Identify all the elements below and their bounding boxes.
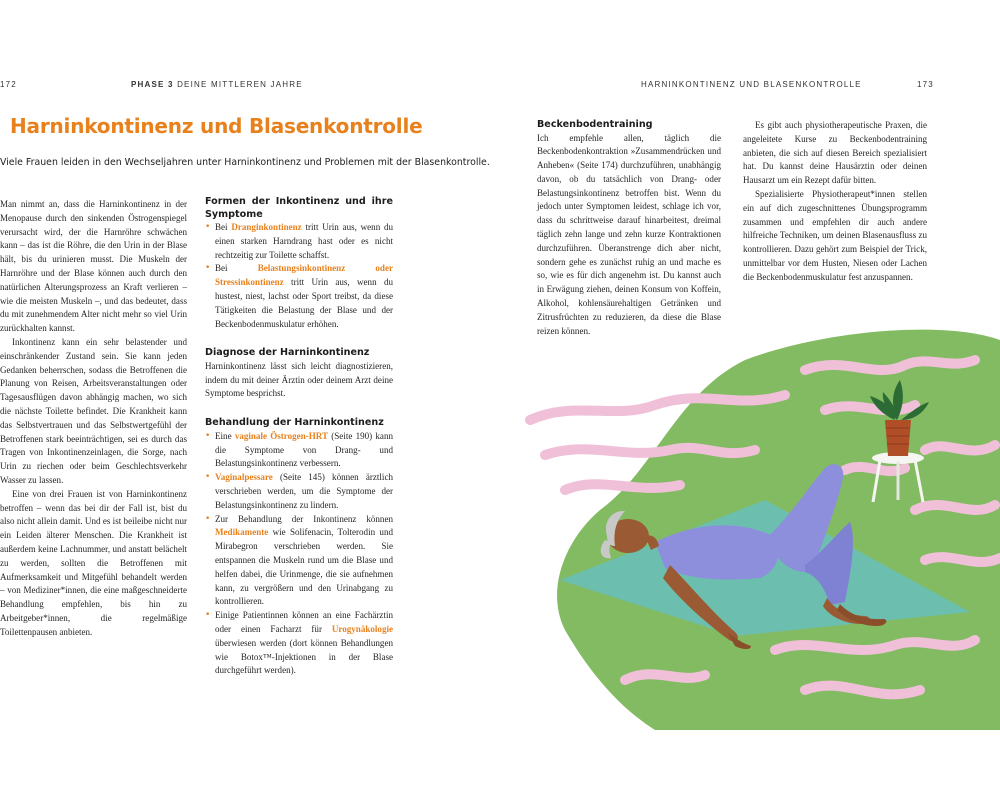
section-heading-diagnose: Diagnose der Harninkontinenz: [205, 347, 370, 359]
paragraph: Es gibt auch physiotherapeutische Praxen, die angeleitete Kurse zu Beckenbodentraining anbieten, die sich auf diesen Bereich spezialisiert hat. Du kannst deine Hausärztin oder deinen Hausarzt um ein Rezept dafür bitten.: [743, 120, 927, 186]
paragraph: Eine von drei Frauen ist von Harninkontinenz betroffen – wenn das bei dir der Fall ist, bist du also nicht allein damit. Und es ist beileibe nicht nur ein Leiden älterer Menschen. Die Krankheit ist außerdem keine Lachnummer, und anstatt belächelt zu werden, sollten die Betroffenen mit Aufmerksamkeit und Mitgefühl behandelt werden – von Mediziner*innen, die eine maßgeschneiderte Behandlung empfehlen, bis hin zu Arbeitgeber*innen, die regelmäßige Toilettenpausen anbieten.: [0, 488, 187, 637]
section-heading-beckenboden: Beckenbodentraining: [537, 119, 653, 130]
highlight-term: Dranginkontinenz: [231, 222, 302, 232]
page-title: Harninkontinenz und Blasenkontrolle: [10, 114, 423, 138]
highlight-term: vaginale Östrogen-HRT: [234, 430, 329, 441]
highlight-term: Belastungsinkontinenz oder Stressinkontinenz: [215, 263, 393, 288]
list-item: • Zur Behandlung der Inkontinenz können Medikamente wie Solifenacin, Tolterodin und Mirabegron verschrieben werden. Sie entspannen die Muskeln rund um die Blase und helfen dabei, die Urinmenge, die sie aufnehmen kann, zu vergrößern und den Urinabgang zu kontrollieren.: [205, 513, 393, 610]
column-3: [537, 119, 721, 338]
formen-list: [205, 221, 393, 331]
list-item: • Bei Belastungsinkontinenz oder Stressinkontinenz tritt Urin aus, wenn du hustest, niest, lachst oder Sport treibst, da diese Tätigkeiten die Belastung der Blase und der Beckenbodenmuskulatur erhöhen.: [205, 262, 393, 331]
highlight-term: Urogynäkologie: [331, 623, 393, 634]
paragraph: Ich empfehle allen, täglich die Beckenbodenkontraktion »Zusammendrücken und Anheben« (Seite 174) durchzuführen, unabhängig davon, ob du tatsächlich von Drang- oder Belastungsinkontinenz betroffen bist. Wenn du jedoch unter Symptomen leidest, schlage ich vor, dass du schrittweise darauf hinarbeitest, dreimal täglich zehn lange und zehn kurze Kontraktionen durchzuführen. Überanstrenge dich aber nicht, sondern gehe es zunächst ruhig an und mache es so, wie es für dich angenehm ist. Du kannst auch in Erwägung ziehen, deinen Konsum von Koffein, Alkohol, kohlensäurehaltigen Getränken und Zitrusfrüchten zu reduzieren, da diese die Blase reizen können.: [537, 132, 721, 336]
plant-pot: [885, 420, 911, 456]
left-running-head: [131, 80, 303, 89]
section-heading-behandlung: Behandlung der Harninkontinenz: [205, 417, 384, 429]
behandlung-list: [205, 430, 393, 678]
exercise-illustration: [505, 310, 1000, 730]
highlight-term: Medikamente: [215, 527, 269, 538]
left-folio: 172: [0, 80, 17, 89]
section-heading-formen: Formen der Inkontinenz und ihre Symptome: [205, 196, 393, 220]
paragraph: Spezialisierte Physiotherapeut*innen stellen ein auf dich zugeschnittenes Übungsprogramm zusammen und empfehlen dir auch andere hilfreiche Techniken, um deinen Blasenausfluss zu kontrollieren. Dazu gehört zum Beispiel der Trick, unmittelbar vor dem Husten, Niesen oder Lachen die Beckenbodenmuskulatur fest anzuspannen.: [743, 188, 927, 282]
running-head-text: DEINE MITTLEREN JAHRE: [177, 80, 303, 89]
column-4: [743, 119, 927, 285]
paragraph: Man nimmt an, dass die Harninkontinenz in der Menopause durch den sinkenden Östrogenspiegel verursacht wird, der die Harnröhre schwächen kann – das ist die Röhre, die den Urin in der Blase hält, bis du urinieren musst. Die Muskeln der Harnröhre und der Blase können auch durch den natürlichen Alterungsprozess an Kraft verlieren – wie die meisten Muskeln –, und das bedeutet, dass du mit zunehmendem Alter nicht mehr so viel Urin zurückhalten kannst.: [0, 199, 187, 334]
right-folio: 173: [917, 80, 934, 89]
highlight-term: Vaginalpessare: [215, 472, 273, 483]
intro-text: Viele Frauen leiden in den Wechseljahren unter Harninkontinenz und Problemen mit der Blasenkontrolle.: [0, 157, 490, 168]
column-2: [205, 196, 393, 678]
list-item: • Vaginalpessare (Seite 145) können ärztlich verschrieben werden, um die Symptome der Belastungsinkontinenz zu lindern.: [205, 471, 393, 512]
column-1: [0, 198, 187, 640]
list-item: • Eine vaginale Östrogen-HRT (Seite 190) kann die Symptome von Drang- und Belastungsinkontinenz verbessern.: [205, 430, 393, 471]
running-head-phase: PHASE 3: [131, 80, 174, 89]
list-item: • Bei Dranginkontinenz tritt Urin aus, wenn du einen starken Harndrang hast oder es nicht rechtzeitig zur Toilette schaffst.: [205, 221, 393, 262]
right-running-head: HARNINKONTINENZ UND BLASENKONTROLLE: [641, 80, 862, 89]
list-item: • Einige Patientinnen können an eine Fachärztin oder einen Facharzt für Urogynäkologie überwiesen werden (dort können Behandlungen wie Botox™-Injektionen in der Blase durchgeführt werden).: [205, 609, 393, 678]
paragraph: Inkontinenz kann ein sehr belastender und einschränkender Zustand sein. Sie kann jeden Gedanken beherrschen, sodass die Betroffenen die Planung von Reisen, Arbeitsveranstaltungen oder Tagesausflügen davon abhängig machen, wo sich die nächste Toilette befindet. Die Krankheit kann das Selbstvertrauen und das Selbstwertgefühl der Betroffenen stark beeinträchtigen, sei es durch das Tragen von Inkontinenzeinlagen, die Sorge, nach Urin zu riechen oder beim Geschlechtsverkehr Wasser zu lassen.: [0, 336, 187, 485]
diagnose-text: Harninkontinenz lässt sich leicht diagnostizieren, indem du mit deiner Ärztin oder deinem Arzt deine Symptome besprichst.: [205, 360, 393, 399]
woman-lying-on-yoga-mat-with-potted-plant-icon: [505, 310, 1000, 730]
